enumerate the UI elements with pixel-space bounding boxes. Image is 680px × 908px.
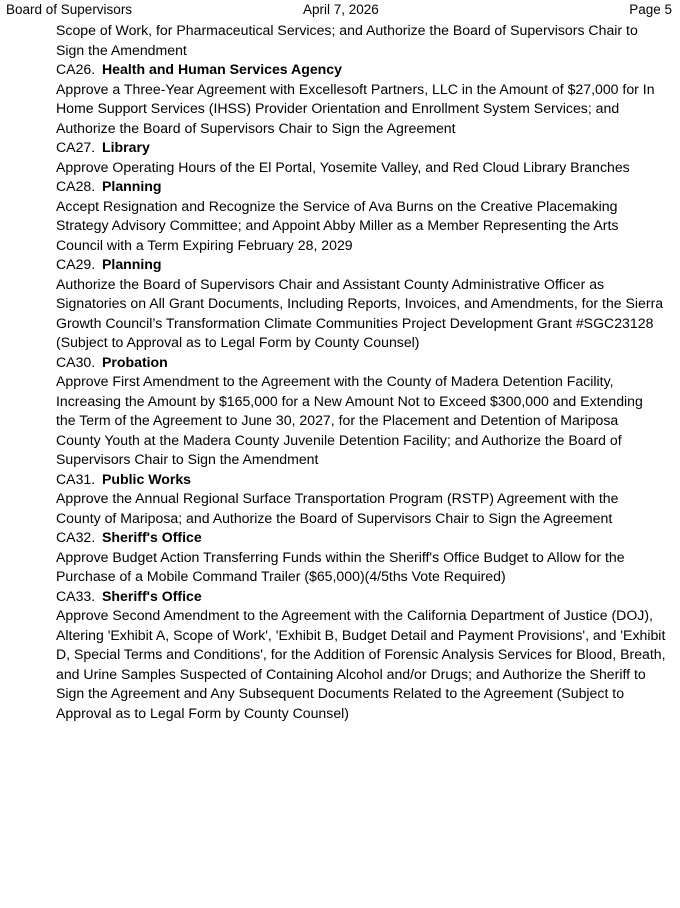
agenda-item-number: CA29. (56, 256, 96, 272)
agenda-item-department: Sheriff's Office (102, 587, 202, 604)
header-meeting-date: April 7, 2026 (303, 2, 379, 17)
agenda-item-heading (56, 587, 666, 607)
agenda-item-heading (56, 138, 666, 158)
agenda-item-text: Approve Operating Hours of the El Portal, Yosemite Valley, and Red Cloud Library Branches (56, 158, 630, 175)
agenda-item-text: Authorize the Board of Supervisors Chair and Assistant County Administrative Officer as Signatories on All Grant Documents, Including Reports, Invoices, and Amendments, for the Sierra Growth Council’s Transformation Climate Communities Project Development Grant #SGC23128 (Subject to Approval as to Legal Form by County Counsel) (56, 275, 664, 350)
agenda-item-number: CA26. (56, 61, 96, 77)
agenda-item-number: CA28. (56, 178, 96, 194)
continued-item-text: Scope of Work, for Pharmaceutical Services; and Authorize the Board of Supervisors Chair to Sign the Amendment (56, 22, 638, 58)
agenda-item-text: Approve Second Amendment to the Agreement with the California Department of Justice (DOJ), Altering 'Exhibit A, Scope of Work', 'Exhibit B, Budget Detail and Payment Provisions', and 'Exhibit D, Special Terms and Conditions', for the Addition of Forensic Analysis Services for Blood, Breath, and Urine Samples Suspected of Containing Alcohol and/or Drugs; and Authorize the Sheriff to Sign the Agreement and Any Subsequent Documents Related to the Agreement (Subject to Approval as to Legal Form by County Counsel) (56, 607, 666, 721)
agenda-item-text: Accept Resignation and Recognize the Service of Ava Burns on the Creative Placemaking Strategy Advisory Committee; and Appoint Abby Miller as a Member Representing the Arts Council with a Term Expiring February 28, 2029 (56, 197, 619, 253)
agenda-item-heading (56, 528, 666, 548)
agenda-item-text: Approve First Amendment to the Agreement with the County of Madera Detention Facility, Increasing the Amount by $165,000 for a New Amount Not to Exceed $300,000 and Extending the Term of the Agreement to June 30, 2027, for the Placement and Detention of Mariposa County Youth at the Madera County Juvenile Detention Facility; and Authorize the Board of Supervisors Chair to Sign the Amendment (56, 373, 643, 467)
agenda-item-ca29 (56, 255, 666, 353)
agenda-item-department: Public Works (102, 470, 192, 487)
agenda-item-ca27 (56, 138, 666, 177)
agenda-content (56, 21, 666, 723)
agenda-item-heading (56, 177, 666, 197)
agenda-item-text: Approve a Three-Year Agreement with Excellesoft Partners, LLC in the Amount of $27,000 for In Home Support Services (IHSS) Provider Orientation and Enrollment System Services; and Authorize the Board of Supervisors Chair to Sign the Agreement (56, 80, 655, 136)
agenda-item-department: Probation (102, 353, 168, 370)
agenda-item-heading (56, 470, 666, 490)
agenda-item-text: Approve the Annual Regional Surface Transportation Program (RSTP) Agreement with the County of Mariposa; and Authorize the Board of Supervisors Chair to Sign the Agreement (56, 490, 619, 526)
agenda-item-heading (56, 60, 666, 80)
agenda-item-number: CA31. (56, 470, 96, 487)
agenda-item-ca26 (56, 60, 666, 138)
agenda-item-number: CA30. (56, 353, 96, 370)
agenda-item-department: Sheriff's Office (102, 529, 202, 545)
agenda-item-ca32 (56, 528, 666, 587)
agenda-item-department: Planning (102, 178, 162, 194)
agenda-item-ca28 (56, 177, 666, 255)
header-board-name: Board of Supervisors (6, 2, 133, 17)
agenda-item-ca31 (56, 470, 666, 529)
agenda-item-text: Approve Budget Action Transferring Funds within the Sheriff's Office Budget to Allow for the Purchase of a Mobile Command Trailer ($65,000)(4/5ths Vote Required) (56, 548, 625, 584)
agenda-item-department: Health and Human Services Agency (102, 61, 342, 77)
agenda-item-ca30 (56, 353, 666, 470)
agenda-item-department: Planning (102, 256, 162, 272)
agenda-item-number: CA32. (56, 529, 96, 545)
agenda-item-heading (56, 255, 666, 275)
agenda-item-ca33 (56, 587, 666, 724)
page-header (6, 1, 672, 21)
agenda-item-department: Library (102, 139, 150, 155)
agenda-item-heading (56, 353, 666, 373)
header-page-number: Page 5 (629, 2, 672, 17)
agenda-item-number: CA33. (56, 587, 96, 604)
agenda-item-number: CA27. (56, 139, 96, 155)
